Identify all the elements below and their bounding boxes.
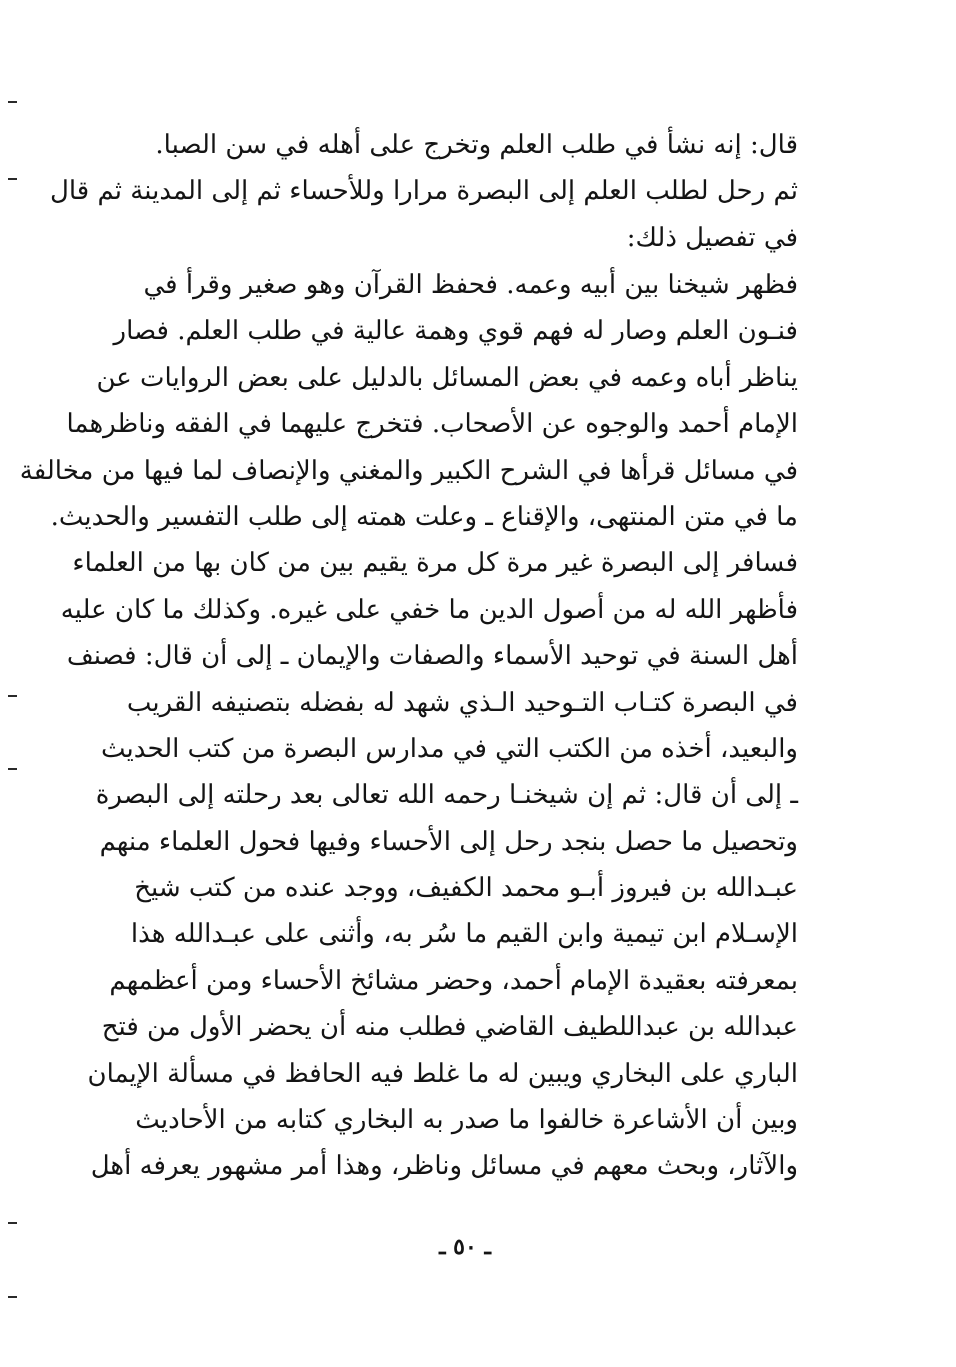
text-line: ـ إلى أن قال: ثم إن شيخنـا رحمه الله تعالى بعد رحلته إلى البصرة <box>95 780 798 811</box>
text-line: قال: إنه نشأ في طلب العلم وتخرج على أهله في سن الصبا. <box>155 130 798 160</box>
text-line: فظهر شيخنا بين أبيه وعمه. فحفظ القرآن وهو صغير وقرأ في <box>143 270 798 300</box>
text-line: الإسـلام ابن تيمية وابن القيم ما سُر به، وأثنى على عبـدالله هذا <box>130 919 798 950</box>
text-line: ما في متن المنتهى، والإقناع ـ وعلت همته إلى طلب التفسير والحديث. <box>50 501 798 532</box>
margin-tick-mark <box>8 1222 17 1224</box>
text-line: وبين أن الأشاعرة خالفوا ما صدر به البخاري كتابه من الأحاديث <box>135 1105 798 1136</box>
text-line: الإمام أحمد والوجوه عن الأصحاب. فتخرج عليهما في الفقه وناظرهما <box>66 409 798 440</box>
text-line: فنـون العلم وصار له فهم قوي وهمة عالية في طلب العلم. فصار <box>113 316 798 347</box>
margin-tick-mark <box>8 695 17 697</box>
margin-tick-mark <box>8 178 17 180</box>
text-line: الباري على البخاري ويبين له ما غلط فيه الحافظ في مسألة الإيمان <box>87 1058 798 1089</box>
text-line: يناظر أباه وعمه في بعض المسائل بالدليل على بعض الروايات عن <box>96 362 798 393</box>
page-number: ـ ٥٠ ـ <box>439 1234 491 1260</box>
text-line: والآثار، وبحث معهم في مسائل وناظر، وهذا أمر مشهور يعرفه أهل <box>90 1151 798 1182</box>
text-line: بمعرفته بعقيدة الإمام أحمد، وحضر مشائخ الأحساء ومن أعظمهم <box>109 965 798 996</box>
text-line: في تفصيل ذلك: <box>626 222 798 253</box>
margin-tick-mark <box>8 1296 17 1298</box>
text-line: أهل السنة في توحيد الأسماء والصفات والإيمان ـ إلى أن قال: فصنف <box>66 641 798 672</box>
text-line: والبعيد، أخذه من الكتب التي في مدارس البصرة من كتب الحديث <box>101 733 798 764</box>
margin-tick-mark <box>8 101 17 103</box>
margin-tick-mark <box>8 768 17 770</box>
text-line: في البصرة كتـاب التـوحيد الـذي شهد له بفضله بتصنيفه القريب <box>126 687 798 718</box>
paragraph-2 <box>19 262 798 1190</box>
text-line: فأظهر الله له من أصول الدين ما خفي على غيره. وكذلك ما كان عليه <box>60 594 798 625</box>
text-line: وتحصيل ما حصل بنجد رحل إلى الأحساء وفيها فحول العلماء منهم <box>99 826 798 857</box>
text-line: ثم رحل لطلب العلم إلى البصرة مرارا وللأحساء ثم إلى المدينة ثم قال <box>49 176 798 207</box>
text-line: في مسائل قرأها في الشرح الكبير والمغني والإنصاف لما فيها من مخالفة <box>19 455 798 486</box>
text-line: عبـدالله بن فيروز أبـو محمد الكفيف، ووجد عنده من كتب شيخ <box>134 873 798 904</box>
paragraph-1 <box>49 122 798 261</box>
text-line: عبدالله بن عبداللطيف القاضي فطلب منه أن يحضر الأول من فتح <box>101 1012 798 1043</box>
text-line: فسافر إلى البصرة غير مرة كل مرة يقيم بين من كان بها من العلماء <box>72 548 798 579</box>
